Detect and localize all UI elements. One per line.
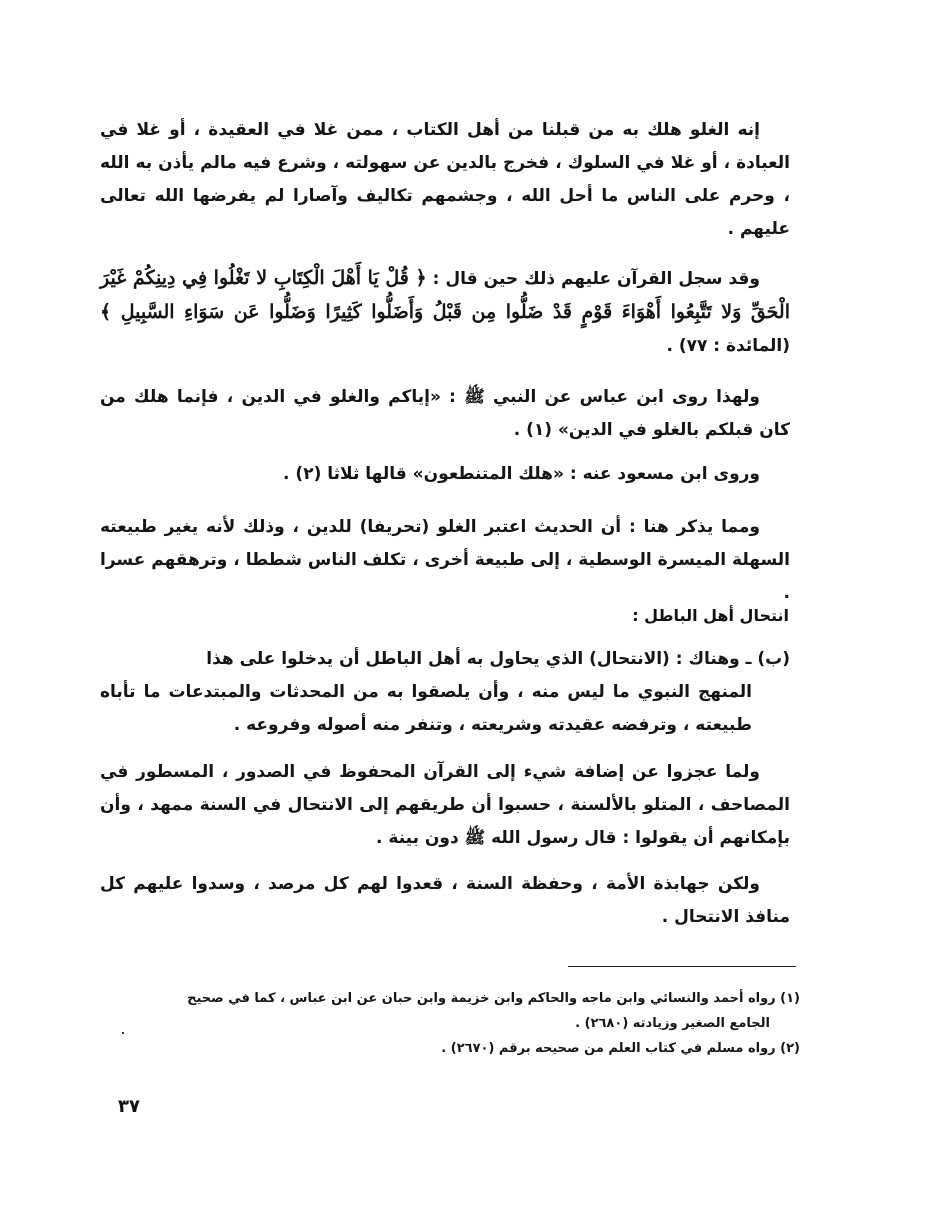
paragraph-7-text: ولكن جهابذة الأمة ، وحفظة السنة ، قعدوا لهم كل مرصد ، وسدوا عليهم كل منافذ الانتحال . — [100, 874, 790, 927]
stray-mark — [122, 1032, 124, 1034]
footnotes — [110, 986, 800, 1061]
paragraph-2-intro: وقد سجل القرآن عليهم ذلك حين قال : — [426, 269, 760, 289]
page-number: ٣٧ — [118, 1096, 140, 1117]
paragraph-2-text — [100, 262, 790, 363]
quran-verse: ﴿ قُلْ يَا أَهْلَ الْكِتَابِ لا تَغْلُوا فِي دِينِكُمْ غَيْرَ الْحَقِّ وَلا تَتَّبِعُوا أَهْوَاءَ قَوْمٍ قَدْ ضَلُّوا مِن قَبْلُ وَأَضَلُّوا كَثِيرًا وَضَلُّوا عَن سَوَاءِ السَّبِيلِ ﴾ — [100, 267, 790, 323]
paragraph-4 — [100, 458, 790, 491]
paragraph-5-text: ومما يذكر هنا : أن الحديث اعتبر الغلو (تحريفا) للدين ، وذلك لأنه يغير طبيعته السهلة الميسرة الوسطية ، إلى طبيعة أخرى ، تكلف الناس شططا ، وترهقهم عسرا . — [100, 517, 790, 603]
paragraph-3 — [100, 381, 790, 447]
paragraph-6 — [100, 756, 790, 855]
paragraph-5 — [100, 511, 790, 610]
section-b-continuation: المنهج النبوي ما ليس منه ، وأن يلصقوا به من المحدثات والمبتدعات ما تأباه طبيعته ، وترفضه عقيدته وشريعته ، وتنفر منه أصوله وفروعه . — [100, 682, 752, 735]
verse-reference: (المائدة : ٧٧) . — [666, 336, 790, 356]
paragraph-3-text: ولهذا روى ابن عباس عن النبي ﷺ : «إياكم والغلو في الدين ، فإنما هلك من كان قبلكم بالغلو في الدين» (١) . — [100, 387, 790, 440]
section-b-first-line: (ب) ـ وهناك : (الانتحال) الذي يحاول به أهل الباطل أن يدخلوا على هذا — [206, 649, 790, 669]
section-heading: انتحال أهل الباطل : — [632, 606, 789, 625]
footnote-separator — [568, 966, 796, 967]
paragraph-7 — [100, 868, 790, 934]
section-b — [100, 643, 790, 742]
paragraph-4-text: وروى ابن مسعود عنه : «هلك المتنطعون» قالها ثلاثا (٢) . — [283, 464, 760, 484]
footnote-2: (٢) رواه مسلم في كتاب العلم من صحيحه برقم (٢٦٧٠) . — [441, 1041, 800, 1056]
paragraph-1 — [100, 114, 790, 246]
paragraph-6-text: ولما عجزوا عن إضافة شيء إلى القرآن المحفوظ في الصدور ، المسطور في المصاحف ، المتلو بالألسنة ، حسبوا أن طريقهم إلى الانتحال في السنة ممهد ، وأن بإمكانهم أن يقولوا : قال رسول الله ﷺ دون بينة . — [100, 762, 790, 848]
footnote-1-line-2: الجامع الصغير وزيادته (٢٦٨٠) . — [575, 1016, 770, 1031]
paragraph-2 — [100, 262, 790, 363]
paragraph-1-text: إنه الغلو هلك به من قبلنا من أهل الكتاب ، ممن غلا في العقيدة ، أو غلا في العبادة ، أو غلا في السلوك ، فخرج بالدين عن سهولته ، وشرع فيه مالم يأذن به الله ، وحرم على الناس ما أحل الله ، وجشمهم تكاليف وآصارا لم يفرضها الله تعالى عليهم . — [100, 120, 790, 239]
footnote-1-line-1: (١) رواه أحمد والنسائي وابن ماجه والحاكم وابن خزيمة وابن حبان عن ابن عباس ، كما في صحيح — [187, 991, 800, 1006]
